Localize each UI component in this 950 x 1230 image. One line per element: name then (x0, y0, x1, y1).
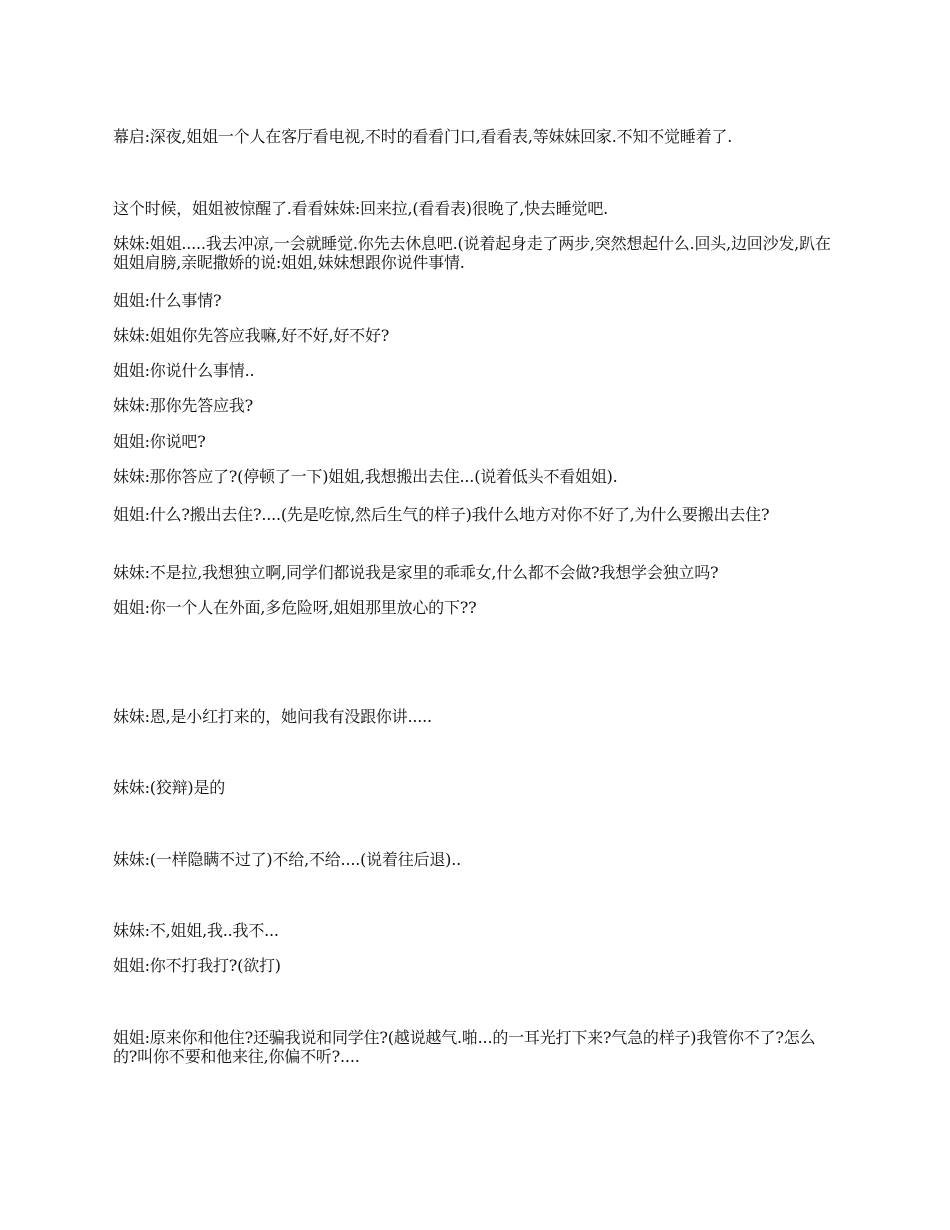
paragraph-4: 姐姐:什么事情? (113, 291, 222, 310)
paragraph-17: 姐姐:你不打我打?(欲打) (113, 956, 281, 975)
paragraph-10: 姐姐:什么?搬出去住?....(先是吃惊,然后生气的样子)我什么地方对你不好了,为什么要搬出去住? (113, 505, 770, 524)
paragraph-7: 妹妹:那你先答应我? (113, 396, 253, 415)
paragraph-3: 妹妹:姐姐.....我去冲凉,一会就睡觉.你先去休息吧.(说着起身走了两步,突然想起什么.回头,边回沙发,趴在姐姐肩膀,亲昵撒娇的说:姐姐,妹妹想跟你说件事情. (113, 234, 831, 272)
paragraph-9: 妹妹:那你答应了?(停顿了一下)姐姐,我想搬出去住...(说着低头不看姐姐). (113, 467, 618, 486)
paragraph-18: 姐姐:原来你和他住?还骗我说和同学住?(越说越气.啪...的一耳光打下来?气急的样子)我管你不了?怎么的?叫你不要和他来往,你偏不听?.... (113, 1028, 816, 1066)
paragraph-12: 姐姐:你一个人在外面,多危险呀,姐姐那里放心的下?? (113, 598, 477, 617)
paragraph-opening: 幕启:深夜,姐姐一个人在客厅看电视,不时的看看门口,看看表,等妹妹回家.不知不觉睡着了. (113, 127, 733, 146)
paragraph-8: 姐姐:你说吧? (113, 432, 206, 451)
paragraph-14: 妹妹:(狡辩)是的 (113, 778, 226, 797)
paragraph-13: 妹妹:恩,是小红打来的，她问我有没跟你讲..... (113, 707, 432, 726)
paragraph-16: 妹妹:不,姐姐,我..我不... (113, 921, 279, 940)
paragraph-11: 妹妹:不是拉,我想独立啊,同学们都说我是家里的乖乖女,什么都不会做?我想学会独立吗? (113, 563, 719, 582)
paragraph-6: 姐姐:你说什么事情.. (113, 361, 255, 380)
paragraph-5: 妹妹:姐姐你先答应我嘛,好不好,好不好? (113, 326, 390, 345)
paragraph-15: 妹妹:(一样隐瞒不过了)不给,不给....(说着往后退).. (113, 850, 461, 869)
paragraph-2: 这个时候，姐姐被惊醒了.看看妹妹:回来拉,(看看表)很晚了,快去睡觉吧. (113, 199, 609, 218)
